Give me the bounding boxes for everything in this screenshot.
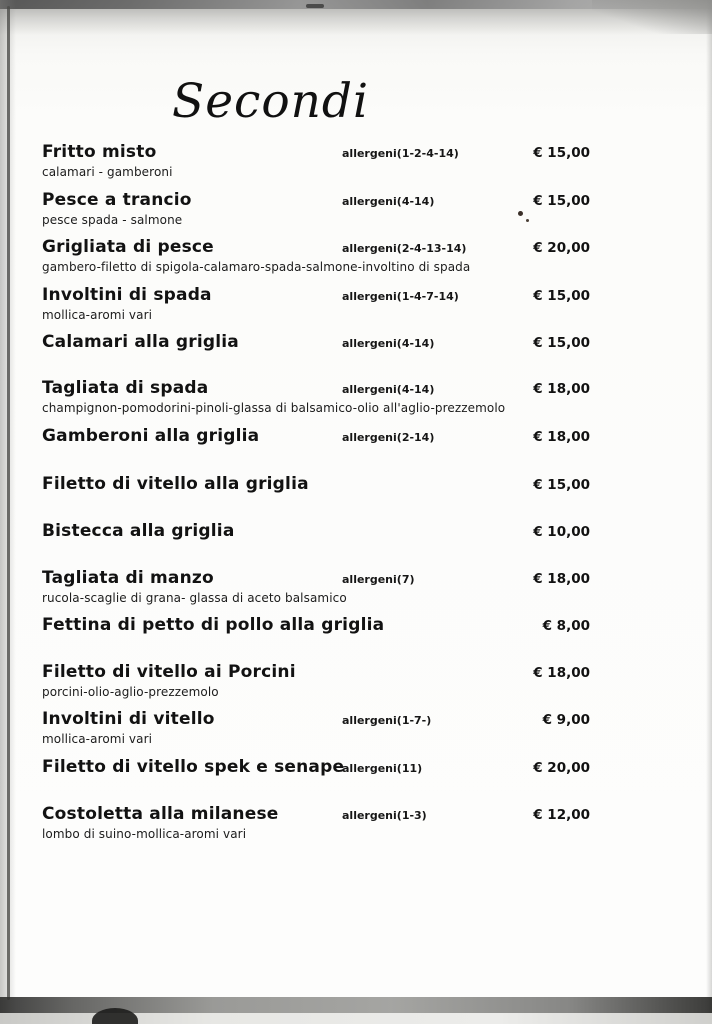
menu-item-name: Involtini di spada [42,285,212,305]
menu-item [42,426,590,446]
menu-item-allergens: allergeni(1-7-) [342,714,432,727]
menu-item [42,190,590,227]
menu-item-name: Filetto di vitello ai Porcini [42,662,296,682]
menu-item-price: € 15,00 [533,335,590,351]
menu-item-allergens: allergeni(1-2-4-14) [342,147,459,160]
menu-item-name: Calamari alla griglia [42,332,239,352]
scan-edge-right-shade [706,0,712,1024]
menu-item-description: mollica-aromi vari [42,308,153,322]
menu-item-description: gambero-filetto di spigola-calamaro-spada-salmone-involtino di spada [42,260,471,274]
menu-item-name: Tagliata di manzo [42,568,214,588]
menu-item-name: Involtini di vitello [42,709,215,729]
menu-item-name: Fettina di petto di pollo alla griglia [42,615,385,635]
menu-item-description: mollica-aromi vari [42,732,153,746]
menu-item-price: € 20,00 [533,760,590,776]
menu-item-allergens: allergeni(2-4-13-14) [342,242,467,255]
menu-item-price: € 15,00 [533,477,590,493]
menu-item-description: champignon-pomodorini-pinoli-glassa di balsamico-olio all'aglio-prezzemolo [42,401,506,415]
menu-item-description: porcini-olio-aglio-prezzemolo [42,685,219,699]
menu-item-name: Fritto misto [42,142,157,162]
menu-item-allergens: allergeni(11) [342,762,423,775]
scan-edge-left-line [7,6,10,1000]
menu-item-price: € 12,00 [533,807,590,823]
menu-item [42,142,590,179]
menu-item [42,285,590,322]
section-title: Secondi [172,74,370,129]
menu-item-name: Grigliata di pesce [42,237,214,257]
menu-item [42,378,590,415]
menu-item-name: Filetto di vitello spek e senape [42,757,345,777]
menu-item-price: € 15,00 [533,145,590,161]
menu-item-name: Filetto di vitello alla griglia [42,474,309,494]
menu-item-description: pesce spada - salmone [42,213,183,227]
menu-item-allergens: allergeni(1-3) [342,809,427,822]
menu-item-name: Tagliata di spada [42,378,209,398]
menu-item-price: € 15,00 [533,193,590,209]
menu-item-price: € 20,00 [533,240,590,256]
menu-item-price: € 18,00 [533,571,590,587]
menu-item-price: € 8,00 [542,618,590,634]
menu-item [42,757,590,777]
menu-item-description: lombo di suino-mollica-aromi vari [42,827,247,841]
menu-item-allergens: allergeni(4-14) [342,337,435,350]
menu-item-name: Bistecca alla griglia [42,521,235,541]
menu-item [42,474,590,494]
menu-item-name: Pesce a trancio [42,190,192,210]
menu-item-name: Gamberoni alla griglia [42,426,260,446]
menu-item [42,804,590,841]
menu-item-price: € 18,00 [533,665,590,681]
menu-item-description: calamari - gamberoni [42,165,173,179]
menu-item-price: € 9,00 [542,712,590,728]
menu-item-price: € 18,00 [533,381,590,397]
menu-item [42,521,590,541]
menu-item-price: € 18,00 [533,429,590,445]
menu-item-name: Costoletta alla milanese [42,804,279,824]
menu-item [42,709,590,746]
menu-item-allergens: allergeni(4-14) [342,383,435,396]
menu-item-allergens: allergeni(2-14) [342,431,435,444]
menu-item-allergens: allergeni(1-4-7-14) [342,290,459,303]
menu-item-description: rucola-scaglie di grana- glassa di aceto balsamico [42,591,347,605]
menu-item-allergens: allergeni(4-14) [342,195,435,208]
scan-speck [306,4,324,8]
menu-item [42,237,590,274]
menu-item-price: € 15,00 [533,288,590,304]
menu-item-allergens: allergeni(7) [342,573,415,586]
menu-item [42,332,590,352]
menu-item [42,615,590,635]
menu-item [42,568,590,605]
menu-item-price: € 10,00 [533,524,590,540]
menu-item [42,662,590,699]
scan-corner-top-right [592,0,712,34]
